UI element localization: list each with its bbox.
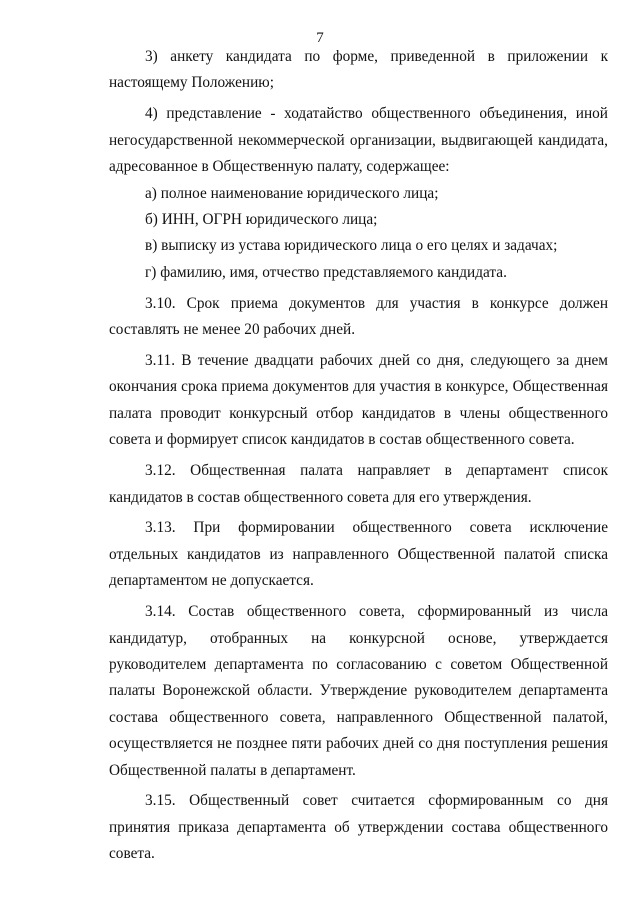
clause-3-15: 3.15. Общественный совет считается сформированным со дня принятия приказа департамента об утверждении состава общественного совета. [109, 792, 608, 863]
clause-3-11: 3.11. В течение двадцати рабочих дней со дня, следующего за днем окончания срока приема документов для участия в конкурсе, Общественная палата проводит конкурсный отбор кандидатов в члены общественного совета и формирует список кандидатов в состав общественного совета. [109, 351, 608, 449]
subitem-g: г) фамилию, имя, отчество представляемого кандидата. [145, 263, 507, 281]
clause-3-14: 3.14. Состав общественного совета, сформированный из числа кандидатур, отобранных на конкурсной основе, утверждается руководителем департамента по согласованию с советом Общественной палаты Воронежской области. Утверждение руководителем департамента состава общественного совета, направленного Общественной палатой, осуществляется не позднее пяти рабочих дней со дня поступления решения Общественной палаты в департамент. [109, 603, 608, 779]
clause-3-13: 3.13. При формировании общественного совета исключение отдельных кандидатов из направленного Общественной палатой списка департаментом не допускается. [109, 519, 608, 590]
page-number: 7 [316, 30, 324, 46]
subitem-a: а) полное наименование юридического лица; [145, 184, 439, 202]
clause-3-10: 3.10. Срок приема документов для участия в конкурсе должен составлять не менее 20 рабочих дней. [109, 294, 608, 339]
clause-3-12: 3.12. Общественная палата направляет в департамент список кандидатов в состав общественного совета для его утверждения. [109, 462, 608, 506]
paragraph-item-4: 4) представление - ходатайство общественного объединения, иной негосударственной некоммерческой организации, выдвигающей кандидата, адресованное в Общественную палату, содержащее: [109, 105, 608, 176]
document-body [109, 44, 608, 868]
paragraph-item-3: 3) анкету кандидата по форме, приведенной в приложении к настоящему Положению; [109, 48, 608, 92]
subitem-b: б) ИНН, ОГРН юридического лица; [145, 210, 378, 228]
subitem-v: в) выписку из устава юридического лица о его целях и задачах; [145, 237, 558, 255]
